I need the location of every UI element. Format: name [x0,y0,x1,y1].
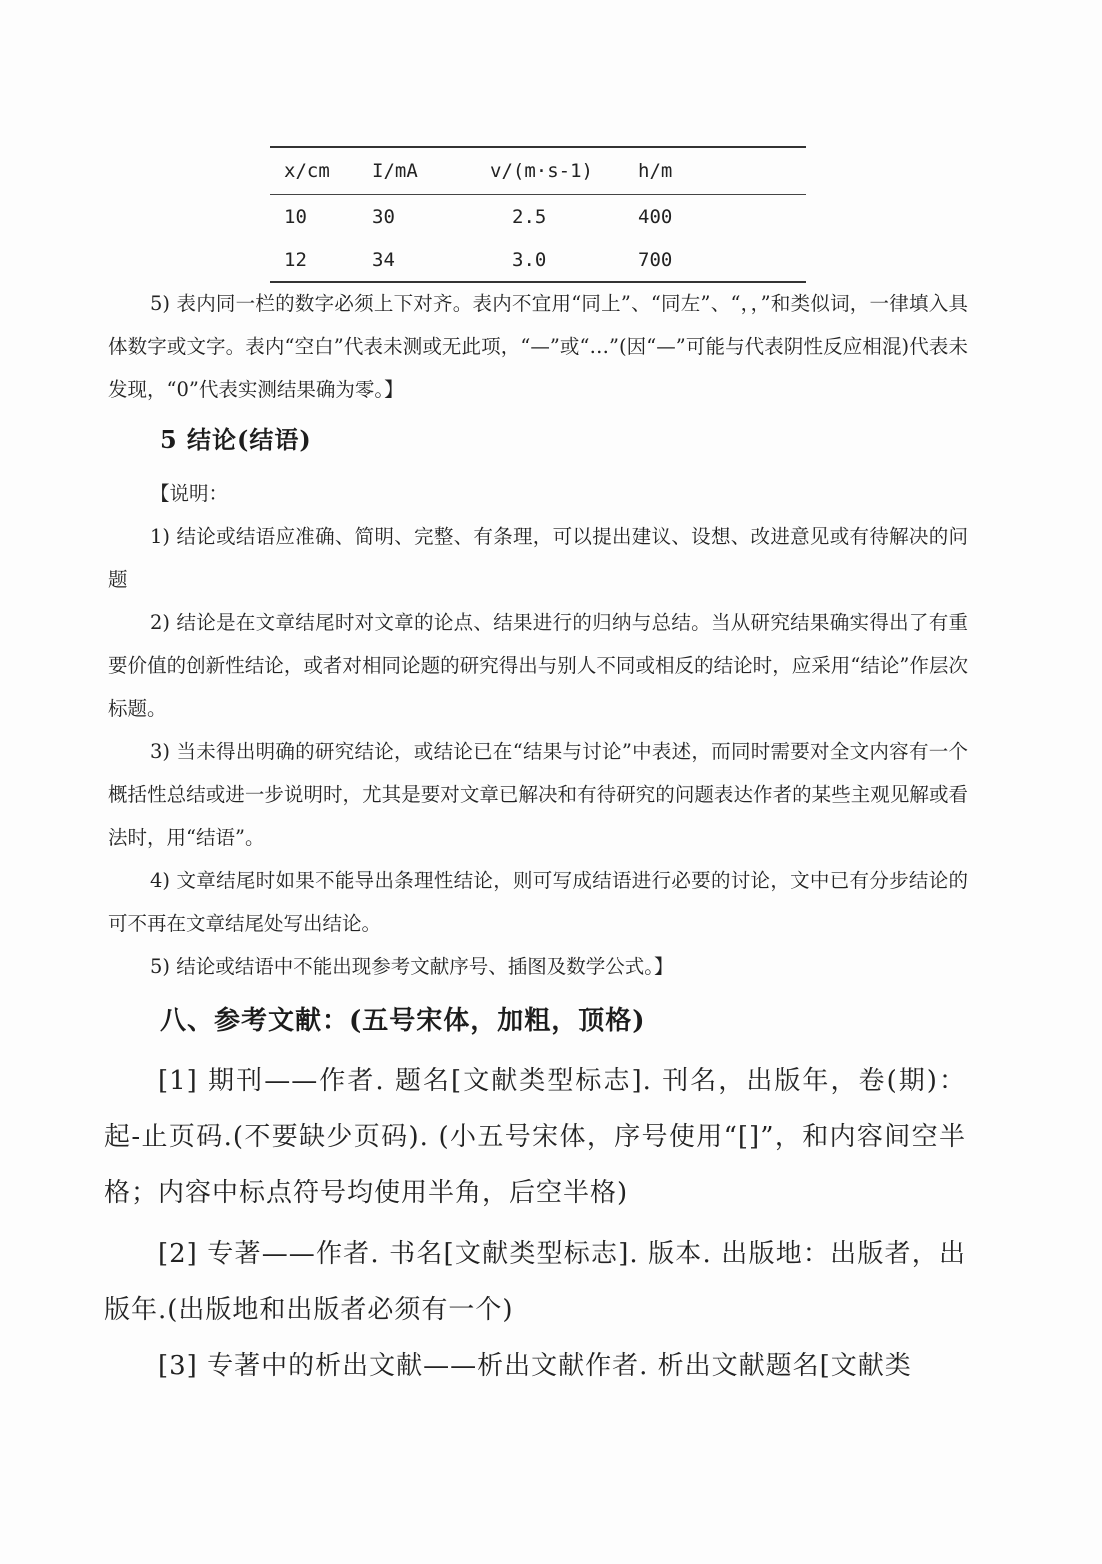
table-header-cell: x/cm [284,160,330,182]
conclusion-point-3: 3) 当未得出明确的研究结论，或结论已在“结果与讨论”中表述，而同时需要对全文内容有一个概括性总结或进一步说明时，尤其是要对文章已解决和有待研究的问题表达作者的某些主观见解或看法时，用“结语”。 [108,740,968,849]
table-header-cell: I/mA [372,160,418,182]
table-cell: 30 [372,205,395,228]
conclusion-point-4: 4) 文章结尾时如果不能导出条理性结论，则可写成结语进行必要的讨论，文中已有分步结论的可不再在文章结尾处写出结论。 [108,869,968,935]
reference-1: [1] 期刊——作者. 题名[文献类型标志]. 刊名，出版年，卷(期)：起-止页码.(不要缺少页码). (小五号宋体，序号使用“[]”，和内容间空半格；内容中标点符号均使用半角，后空半格) [104,1066,966,1208]
table-header-row [270,148,806,195]
section-5-title: 5 结论(结语) [160,425,312,454]
reference-2: [2] 专著——作者. 书名[文献类型标志]. 版本. 出版地：出版者，出版年.(出版地和出版者必须有一个) [104,1239,966,1325]
section-8-title: 八、参考文献：(五号宋体，加粗，顶格) [160,1006,646,1036]
table-cell: 34 [372,248,395,271]
conclusion-point-1: 1) 结论或结语应准确、简明、完整、有条理，可以提出建议、设想、改进意见或有待解决的问题 [108,525,968,591]
table-header-cell: v/(m·s-1) [490,160,593,182]
table-row [270,238,806,281]
table-cell: 10 [284,205,307,228]
note-open: 【说明： [150,482,229,505]
table-cell: 700 [638,248,673,271]
table-header-cell: h/m [638,160,673,182]
data-table [270,146,806,283]
conclusion-point-5: 5) 结论或结语中不能出现参考文献序号、插图及数学公式。】 [150,955,674,978]
reference-3: [3] 专著中的析出文献——析出文献作者. 析出文献题名[文献类 [158,1351,912,1381]
table-cell: 3.0 [512,248,547,271]
table-row [270,195,806,238]
conclusion-point-2: 2) 结论是在文章结尾时对文章的论点、结果进行的归纳与总结。当从研究结果确实得出了有重要价值的创新性结论，或者对相同论题的研究得出与别人不同或相反的结论时，应采用“结论”作层次标题。 [108,611,968,720]
table-cell: 400 [638,205,673,228]
table-cell: 12 [284,248,307,271]
table-rule-paragraph: 5) 表内同一栏的数字必须上下对齐。表内不宜用“同上”、“同左”、“，，”和类似词，一律填入具体数字或文字。表内“空白”代表未测或无此项，“—”或“…”(因“—”可能与代表阴性反应相混)代表未发现，“0”代表实测结果确为零。】 [108,292,968,401]
table-cell: 2.5 [512,205,547,228]
